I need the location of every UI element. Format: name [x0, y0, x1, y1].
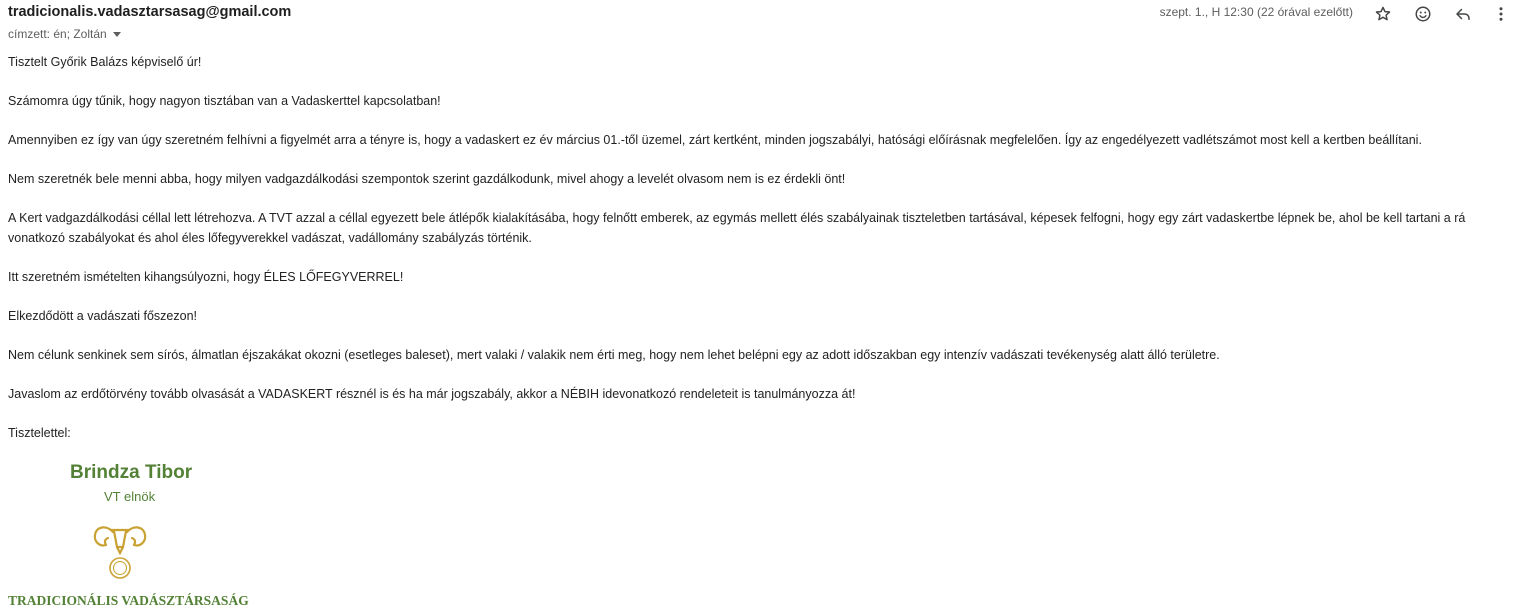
more-vert-icon: [1492, 5, 1510, 23]
add-reaction-button[interactable]: [1411, 3, 1435, 25]
signature-name: Brindza Tibor: [70, 462, 193, 483]
signature-organization: TRADICIONÁLIS VADÁSZTÁRSASÁG: [8, 593, 249, 608]
body-paragraph: Nem szeretnék bele menni abba, hogy milyen vadgazdálkodási szempontok szerint gazdálkodunk, mivel ahogy a levelét olvasom nem is ez érdekli önt!: [8, 172, 846, 186]
email-datetime: szept. 1., H 12:30 (22 órával ezelőtt): [1159, 5, 1353, 19]
body-paragraph: Amennyiben ez így van úgy szeretném felhívni a figyelmét arra a tényre is, hogy a vadaskert ez év március 01.-től üzemel, zárt kertként, minden jogszabályi, hatósági előírásnak megfelelően. Így az engedélyezett vadlétszámot most kell a kertben beállítani.: [8, 133, 1422, 147]
body-paragraph: Nem célunk senkinek sem sírós, álmatlan éjszakákat okozni (esetleges baleset), mert valaki / valakik nem érti meg, hogy nem lehet belépni egy az adott időszakban egy intenzív vadászati tevékenység alatt álló területre.: [8, 348, 1220, 362]
more-options-button[interactable]: [1489, 3, 1513, 25]
signature-role: VT elnök: [104, 489, 156, 504]
recipients-dropdown-icon[interactable]: [113, 32, 121, 37]
body-paragraph: Itt szeretném ismételten kihangsúlyozni, hogy ÉLES LŐFEGYVERREL!: [8, 270, 404, 284]
body-paragraph: Javaslom az erdőtörvény tovább olvasását a VADASKERT résznél is és ha már jogszabály, akkor a NÉBIH idevonatkozó rendeleteit is tanulmányozza át!: [8, 387, 856, 401]
recipients-text: címzett: én; Zoltán: [8, 27, 107, 41]
star-button[interactable]: [1371, 3, 1395, 25]
body-paragraph: A Kert vadgazdálkodási céllal lett létrehozva. A TVT azzal a céllal egyezett bele átlépők kialakításába, hogy felnőtt emberek, az egymás mellett élés szabályainak tiszteletben tartásával, képesek felfogni, hogy egy zárt vadaskertbe lépnek be, ahol be kell tartani a rá vonatkozó szabályokat és ahol éles lőfegyverekkel vadászat, vadállomány szabályzás történik.: [8, 211, 1466, 245]
body-paragraph: Tisztelettel:: [8, 426, 71, 440]
star-icon: [1374, 5, 1392, 23]
email-header: [8, 3, 1519, 43]
sender-address[interactable]: tradicionalis.vadasztarsasag@gmail.com: [8, 4, 292, 20]
email-body: [8, 52, 1513, 462]
emoji-icon: [1414, 5, 1432, 23]
email-signature: [8, 460, 268, 614]
reply-icon: [1454, 5, 1472, 23]
reply-button[interactable]: [1451, 3, 1475, 25]
recipients-line[interactable]: [8, 27, 121, 41]
body-paragraph: Tisztelt Győrik Balázs képviselő úr!: [8, 55, 202, 69]
body-paragraph: Számomra úgy tűnik, hogy nagyon tisztában van a Vadaskerttel kapcsolatban!: [8, 94, 441, 108]
mouflon-head-logo-icon: [90, 518, 150, 582]
body-paragraph: Elkezdődött a vadászati főszezon!: [8, 309, 198, 323]
